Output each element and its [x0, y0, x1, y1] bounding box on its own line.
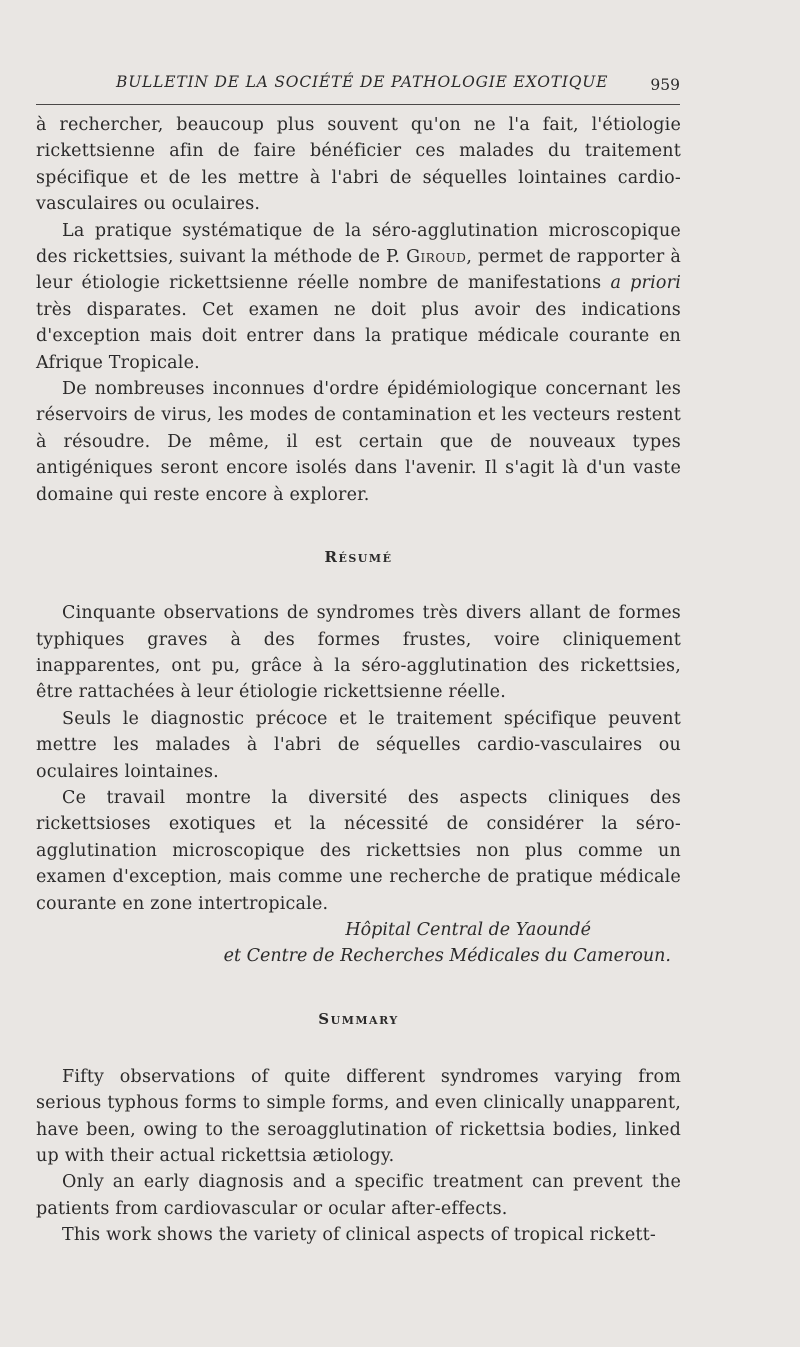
author-name: Giroud	[406, 247, 467, 268]
summary-paragraph: Fifty observations of quite different syndromes varying from serious typhous forms to simple forms, and even clinically unapparent, have been, owing to the seroagglutination of rickettsia bodies, linked up with their actual rickettsia ætiology.	[36, 1066, 681, 1166]
methodology-text-1: La pratique systématique de la séro-agglutination microscopique des rickettsies, suivant la méthode de P.	[36, 220, 681, 268]
journal-title: BULLETIN DE LA SOCIÉTÉ DE PATHOLOGIE EXOTIQUE	[116, 73, 609, 91]
summary-paragraph: This work shows the variety of clinical aspects of tropical rickett-	[62, 1225, 656, 1246]
resume-heading: Résumé	[324, 548, 393, 567]
affiliation-hospital: Hôpital Central de Yaoundé	[345, 919, 591, 940]
page-number: 959	[650, 76, 680, 94]
resume-paragraph: Cinquante observations de syndromes très divers allant de formes typhiques graves à des formes frustes, voire cliniquement inapparentes, ont pu, grâce à la séro-agglutination des rickettsies, être rattachées à leur étiologie rickettsienne réelle.	[36, 603, 681, 703]
running-header	[36, 70, 680, 105]
italic-phrase: a priori	[610, 273, 682, 294]
affiliation	[36, 917, 681, 970]
methodology-paragraph	[36, 218, 681, 376]
summary-paragraph: Only an early diagnosis and a specific treatment can prevent the patients from cardiovascular or ocular after-effects.	[36, 1172, 681, 1219]
body-text	[36, 112, 681, 1249]
epidemiology-paragraph: De nombreuses inconnues d'ordre épidémiologique concernant les réservoirs de virus, les modes de contamination et les vecteurs restent à résoudre. De même, il est certain que de nouveaux types antigéniques seront encore isolés dans l'avenir. Il s'agit là d'un vaste domaine qui reste encore à explorer.	[36, 379, 681, 505]
affiliation-research-centre: et Centre de Recherches Médicales du Cameroun.	[223, 946, 671, 967]
continuation-paragraph: à rechercher, beaucoup plus souvent qu'on ne l'a fait, l'étiologie rickettsienne afin de faire bénéficier ces malades du traitement spécifique et de les mettre à l'abri de séquelles lointaines cardio-vasculaires ou oculaires.	[36, 115, 681, 215]
methodology-text-2: , permet de rapporter à leur étiologie rickettsienne réelle nombre de manifestations	[36, 247, 681, 294]
resume-paragraph: Ce travail montre la diversité des aspects cliniques des rickettsioses exotiques et la nécessité de considérer la séro-agglutination microscopique des rickettsies non plus comme un examen d'exception, mais comme une recherche de pratique médicale courante en zone intertropicale.	[36, 787, 681, 914]
summary-heading: Summary	[318, 1009, 399, 1028]
resume-paragraph: Seuls le diagnostic précoce et le traitement spécifique peuvent mettre les malades à l'abri de séquelles cardio-vasculaires ou oculaires lointaines.	[36, 708, 681, 782]
methodology-text-3: très disparates. Cet examen ne doit plus avoir des indications d'exception mais doit entrer dans la pratique médicale courante en Afrique Tropicale.	[36, 299, 681, 373]
